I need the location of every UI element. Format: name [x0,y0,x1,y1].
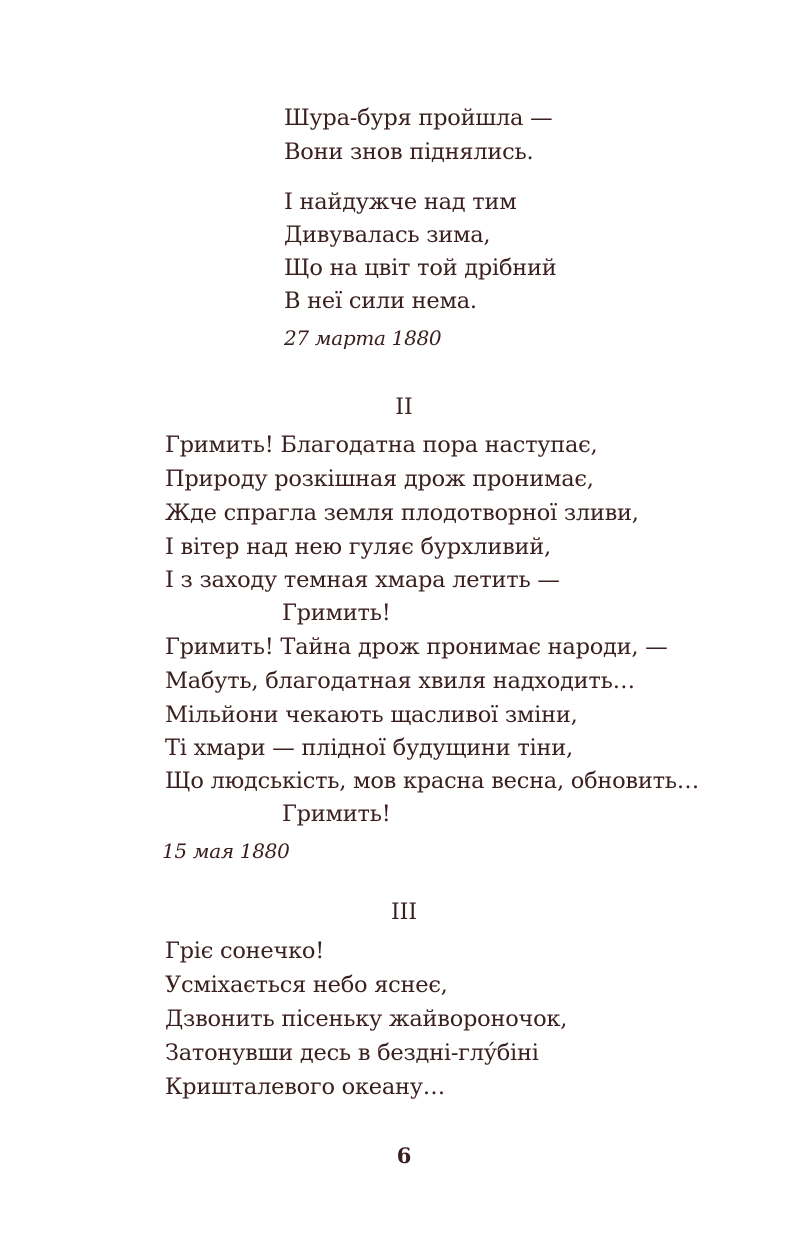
poem-line: Що на цвіт той дрібний [284,255,557,281]
poem-line: І з заходу темная хмара летить — [165,567,560,593]
poem-line: Кришталевого океану… [165,1074,445,1100]
poem-line: Гріє сонечко! [165,938,324,964]
section-heading: II [395,395,413,420]
poem-line: Природу розкішная дрож пронимає, [165,466,594,492]
poem-date: 15 мая 1880 [162,839,290,863]
page-number: 6 [396,1143,412,1168]
poem-line: Мільйони чекають щасливої зміни, [165,702,578,728]
poem-line: Шура-буря пройшла — [284,105,553,131]
poem-line: Дивувалась зима, [284,222,491,248]
poem-line: Усміхається небо яснеє, [165,972,448,998]
poem-line: Дзвонить пісеньку жайвороночок, [165,1006,568,1032]
poem-line: Жде спрагла земля плодотворної зливи, [165,500,639,526]
poem-line: Гримить! [282,600,391,626]
poem-line: Гримить! Благодатна пора наступає, [165,432,598,458]
poem-line: Мабуть, благодатная хвиля надходить… [165,668,635,694]
poem-line: І вітер над нею гуляє бурхливий, [165,534,551,560]
section-heading: III [390,900,418,925]
poem-line: Вони знов піднялись. [284,139,534,165]
poem-line: Гримить! Тайна дрож пронимає народи, — [165,634,668,660]
poem-line: Гримить! [282,801,391,827]
poem-line: Що людськість, мов красна весна, обновить… [165,768,700,794]
poem-date: 27 марта 1880 [284,326,442,350]
poem-line: Ті хмари — плідної будущини тіни, [165,735,573,761]
poem-line: І найдужче над тим [284,189,517,215]
poem-line: В неї сили нема. [284,288,477,314]
poem-line: Затонувши десь в бездні-глу́біні [165,1040,539,1066]
